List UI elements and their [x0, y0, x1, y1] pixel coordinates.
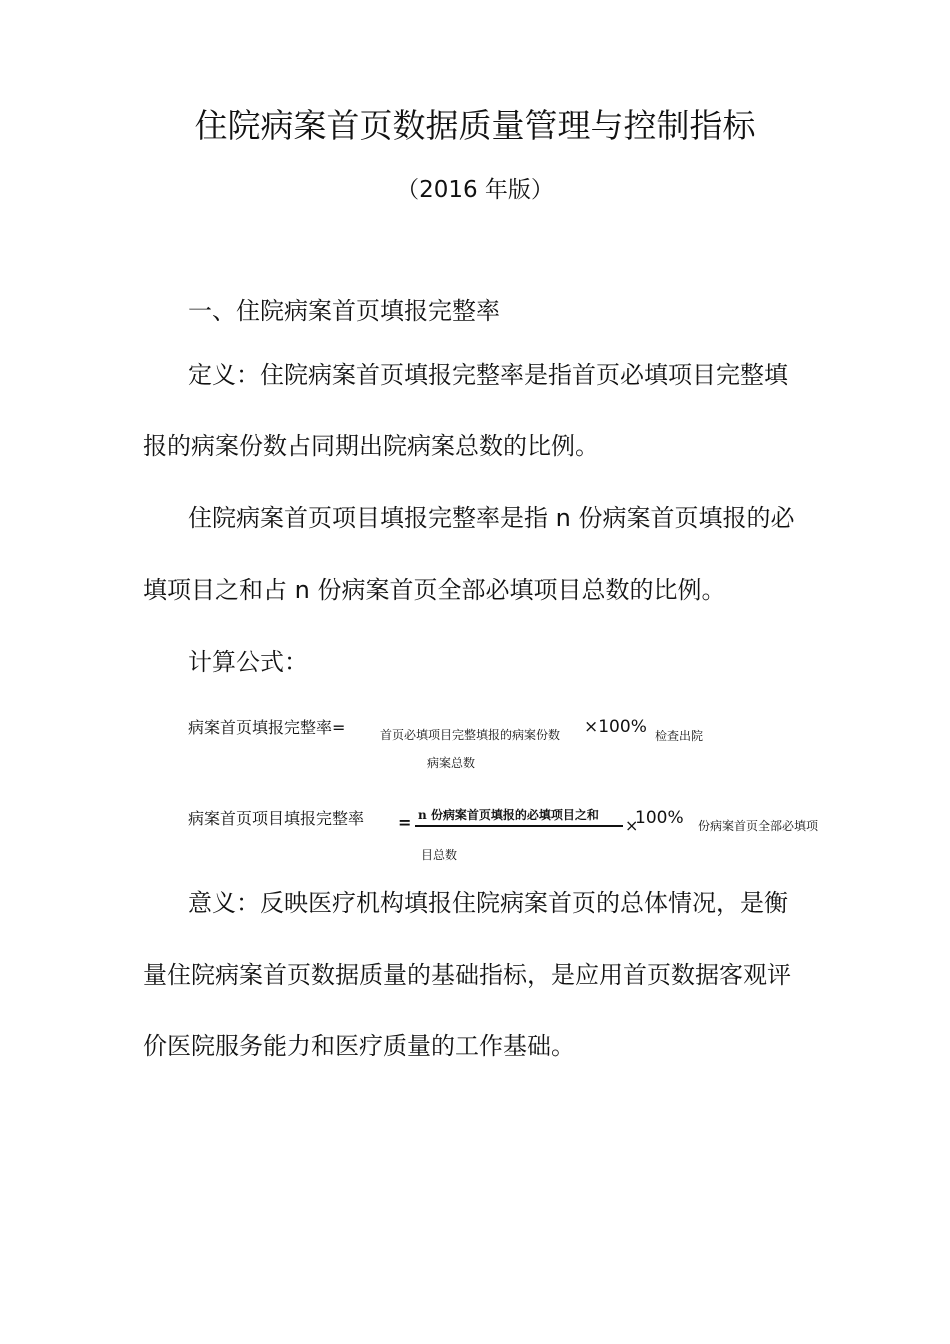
- formula-2-fraction-line: [415, 825, 623, 827]
- section-heading: 一、住院病案首页填报完整率: [188, 297, 500, 325]
- formula-heading: 计算公式：: [188, 648, 308, 676]
- document-title: 住院病案首页数据质量管理与控制指标: [194, 106, 756, 145]
- formula-1-denominator: 病案总数: [427, 756, 476, 770]
- formula-2-equals: =: [398, 813, 412, 832]
- meaning-line-3: 价医院服务能力和医疗质量的工作基础。: [143, 1032, 575, 1060]
- document-subtitle: （2016 年版）: [396, 177, 554, 203]
- formula-2-denominator: 目总数: [421, 848, 458, 862]
- formula-1-numerator: 首页必填项目完整填报的病案份数: [380, 728, 561, 742]
- definition-line-2: 报的病案份数占同期出院病案总数的比例。: [143, 432, 599, 460]
- formula-2-numerator: n 份病案首页填报的必填项目之和: [418, 808, 599, 822]
- formula-2-label: 病案首页项目填报完整率: [188, 809, 365, 828]
- meaning-line-1: 意义：反映医疗机构填报住院病案首页的总体情况，是衡: [188, 889, 788, 917]
- meaning-line-2: 量住院病案首页数据质量的基础指标，是应用首页数据客观评: [143, 961, 791, 989]
- formula-1-trailing: 检查出院: [655, 729, 704, 743]
- item-definition-line-2: 填项目之和占 n 份病案首页全部必填项目总数的比例。: [143, 576, 726, 604]
- formula-1-label: 病案首页填报完整率=: [188, 718, 346, 737]
- item-definition-line-1: 住院病案首页项目填报完整率是指 n 份病案首页填报的必: [188, 504, 795, 532]
- formula-2-times: ×: [625, 816, 639, 835]
- formula-1-percent: ×100%: [584, 717, 647, 737]
- definition-line-1: 定义：住院病案首页填报完整率是指首页必填项目完整填: [188, 361, 788, 389]
- formula-2-percent: 100%: [635, 808, 684, 828]
- formula-2-trailing: 份病案首页全部必填项: [698, 819, 819, 833]
